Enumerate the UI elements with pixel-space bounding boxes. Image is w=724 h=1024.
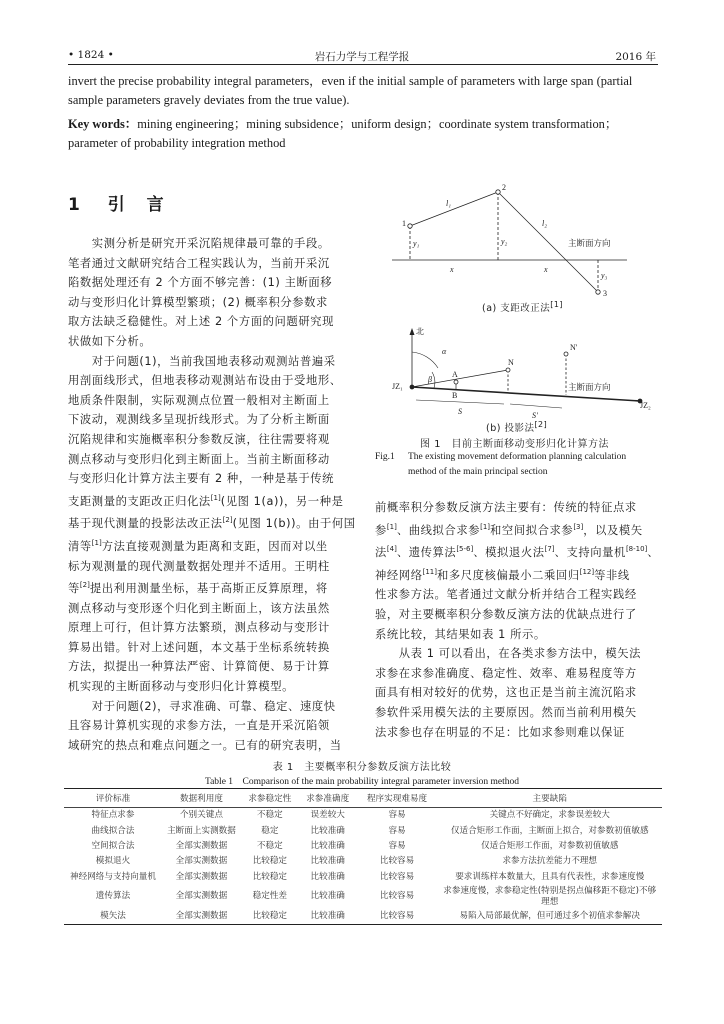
table-cell: 比较稳定 [252,871,288,882]
left-column-line: 用剖面线形式，但地表移动观测站布设由于受地形、 [68,374,342,388]
survey-point-1 [408,224,412,228]
table-cell: 全部实测数据 [175,856,228,867]
table-cell: 全部实测数据 [175,871,228,882]
keywords-line [68,115,617,134]
table-cell: 主断面上实测数据 [167,825,236,836]
right-column-line: 神经网络[11]和多尺度核偏最小二乘回归[12]等非线 [375,567,630,582]
keywords-line: parameter of probability integration method [68,136,286,150]
label-y3: y₃ [601,271,608,280]
table-cell: 关键点不好确定，求参误差较大 [489,810,610,821]
left-column-line: 陷数据处理还有 2 个方面不够完善：(1) 主断面移 [68,276,333,290]
figure-1-caption-en: method of the main principal section [408,467,548,477]
right-column-line: 法求参也存在明显的不足：比如求参则难以保证 [375,725,625,739]
table-row [64,823,662,838]
table-cell: 曲线拟合法 [91,825,135,836]
right-column-line: 法[4]、遗传算法[5-6]、模拟退火法[7]、支持向量机[8-10]、 [375,545,660,560]
table-cell: 稳定 [261,825,279,836]
left-column-line: 标为观测量的现代测量数据处理并不适用。王明柱 [68,559,330,573]
table-cell: 特征点求参 [91,810,135,821]
table-header-cell: 程序实现难易度 [357,789,438,808]
table-cell: 遗传算法 [95,891,131,902]
label-p1: 1 [402,219,406,228]
survey-point-3 [596,290,600,294]
left-column-line: 笔者通过文献研究结合工程实践认为，当前开采沉 [68,256,330,270]
table-row [64,808,662,824]
section-heading [68,190,172,215]
left-column-line: 清等[1]方法直接观测量为距离和支距，因而对以坐 [68,538,328,553]
table-row [64,854,662,869]
table-row [64,839,662,854]
header-rule [68,64,658,65]
table-cell: 比较稳定 [252,856,288,867]
table-header-cell: 主要缺陷 [437,789,662,808]
left-column-line: 下波动，观测线多呈现折线形式。为了分析主断面 [68,413,330,427]
angle-alpha-arc [412,352,438,368]
table-cell: 比较准确 [310,825,345,836]
label-y2: y₂ [501,237,508,246]
abstract-line: invert the precise probability integral parameters，even if the initial sample of parameters with large span (partial [68,74,633,88]
figure-1-caption-en-label: Fig.1 [375,452,395,462]
left-text-column [68,234,356,755]
left-column-line: 动与变形归化计算模型繁琐；(2) 概率积分参数求 [68,295,328,309]
table-cell: 全部实测数据 [175,840,228,851]
point-jz1 [410,385,414,389]
label-main-direction-a: 主断面方向 [568,238,611,248]
right-column-line: 参软件采用模矢法的主要原因。然而当前利用模矢 [375,705,637,719]
label-l2: l₂ [542,219,548,228]
table-title-en: Table 1 Comparison of the main probability integral parameter inversion method [204,777,520,787]
table-cell: 比较容易 [379,856,415,867]
table-cell: 易陷入局部最优解，但可通过多个初值求参解决 [437,909,662,925]
label-np: N' [570,343,578,352]
table-cell: 比较容易 [379,891,415,902]
figure-1b-diagram [410,328,643,408]
left-column-line: 支距测量的支距改正归化法[1](见图 1(a))，另一种是 [68,493,344,508]
right-column-line: 求参在求参准确度、稳定性、效率、难易程度等方 [375,666,637,680]
figure-1b-caption: (b) 投影法[2] [486,420,548,435]
table-cell: 比较准确 [310,840,345,851]
label-main-direction-b: 主断面方向 [568,382,611,392]
table-cell: 比较准确 [310,891,345,902]
table-cell: 模拟退火 [95,856,131,867]
table-cell: 容易 [388,810,406,821]
table-title-zh: 表 1 主要概率积分参数反演方法比较 [272,762,452,773]
label-a: A [452,370,458,379]
table-cell: 容易 [388,825,406,836]
point-np [564,352,568,356]
point-a [454,380,458,384]
north-arrowhead [410,328,415,335]
abstract-line: sample parameters gravely deviates from the true value). [68,93,350,107]
keywords-text: mining engineering；mining subsidence；uniform design；coordinate system transformation； [137,117,618,131]
label-north: 北 [416,327,424,336]
table-header-cell: 求参准确度 [299,789,357,808]
table-cell: 容易 [388,840,406,851]
label-sp: S' [532,411,538,420]
line-to-n [412,370,508,387]
label-p2: 2 [502,183,506,192]
table-header-cell: 求参稳定性 [241,789,299,808]
journal-name: 岩石力学与工程学报 [314,51,410,63]
table-cell: 求参方法抗差能力不理想 [502,856,597,867]
right-column-line: 参[1]、曲线拟合求参[1]和空间拟合求参[3]，以及模矢 [375,522,643,537]
table-cell: 仅适合矩形工作面，对参数初值敏感 [480,840,619,851]
angle-beta-arc [432,372,435,388]
left-column-line: 域研究的热点和难点问题之一。已有的研究表明，当 [68,738,342,752]
left-column-line: 机实现的主断面移动与变形归化计算模型。 [68,680,295,694]
left-column-line: 基于现代测量的投影法改正法[2](见图 1(b))。由于何国 [68,516,356,531]
left-column-line: 且容易计算机实现的求参方法，一直是开采沉陷领 [68,719,330,733]
left-column-line: 方法，拟提出一种算法严密、计算简便、易于计算 [68,660,330,674]
table-cell: 模矢法 [64,909,162,925]
page-year: 2016 年 [615,51,656,63]
table-cell: 比较容易 [379,871,415,882]
table-cell: 全部实测数据 [175,891,228,902]
table-cell: 不稳定 [256,810,283,821]
label-s: S [458,407,462,416]
left-column-line: 原理上可行，但计算方法繁琐，测点移动与变形计 [68,621,330,635]
left-column-line: 沉陷规律和实施概率积分参数反演，往往需要将观 [68,432,330,446]
label-l1: l₁ [446,199,452,208]
left-column-line: 对于问题(2)，寻求准确、可靠、稳定、速度快 [68,699,336,713]
table-cell: 比较容易 [357,909,438,925]
dimension-s [416,400,504,404]
table-cell: 空间拟合法 [91,840,135,851]
table-header-cell: 评价标准 [64,789,162,808]
keywords-label: Key words： [68,117,138,131]
table-cell: 求参速度慢，求参稳定性(特别是拐点偏移距不稳定)不够理想 [443,885,657,907]
label-jz2: JZ₂ [640,401,651,410]
figure-1a-caption: (a) 支距改正法[1] [482,300,563,315]
table-cell: 比较准确 [310,856,345,867]
table-header-row [64,789,662,808]
table-cell: 比较准确 [310,871,345,882]
label-y1: y₁ [413,239,420,248]
table-cell: 个别关键点 [179,810,223,821]
survey-point-2 [496,190,500,194]
left-column-line: 实测分析是研究开采沉陷规律最可靠的手段。 [68,237,330,250]
page-number: • 1824 • [68,49,114,61]
label-x2: x [544,265,548,274]
label-jz1: JZ₁ [392,382,403,391]
table-cell: 比较稳定 [241,909,299,925]
comparison-table [64,788,662,925]
section-title: 引 言 [107,195,172,215]
table-cell: 不稳定 [256,840,283,851]
table-cell: 神经网络与支持向量机 [70,871,156,882]
left-column-line: 测点移动与变形归化到主断面上。当前主断面移动 [68,452,330,466]
right-column-line: 性求参方法。笔者通过文献分析并结合工程实践经 [375,588,637,602]
left-column-line: 算易出错。针对上述问题，本文基于坐标系统转换 [68,640,330,654]
right-column-line: 系统比较，其结果如表 1 所示。 [375,627,546,641]
section-number: 1 [68,195,88,215]
table-cell: 仅适合矩形工作面，主断面上拟合，对参数初值敏感 [450,825,649,836]
left-column-line: 状做如下分析。 [68,334,152,348]
point-n [506,368,510,372]
dimension-sp [510,404,562,408]
label-b: B [452,391,458,400]
label-p3: 3 [603,289,607,298]
left-column-line: 取方法缺乏稳健性。对上述 2 个方面的问题研究现 [68,315,335,329]
right-text-column [375,498,659,742]
segment-l1 [410,192,498,226]
label-x1: x [450,265,454,274]
left-column-line: 与变形归化计算方法主要有 2 种，一种是基于传统 [68,472,335,486]
right-column-line: 从表 1 可以看出，在各类求参方法中，模矢法 [375,647,642,661]
figure-1-caption-zh: 图 1 目前主断面移动变形归化计算方法 [420,439,610,450]
table-cell: 要求训练样本数量大，且具有代表性，求参速度慢 [455,871,645,882]
table-cell: 误差较大 [310,810,345,821]
table-cell: 稳定性差 [252,891,288,902]
left-column-line: 地质条件限制，实际观测点位置一般相对主断面上 [68,393,330,407]
figure-1-caption-en: The existing movement deformation planning calculation [408,452,627,462]
table-header-cell: 数据利用度 [162,789,241,808]
label-beta: β [428,375,432,384]
right-column-line: 前概率积分参数反演方法主要有：传统的特征点求 [375,501,637,514]
right-column-line: 面具有相对较好的优势，这也正是当前主流沉陷求 [375,686,637,700]
table-cell: 全部实测数据 [162,909,241,925]
table-row [64,870,662,885]
left-column-line: 测点移动与变形逐个归化到主断面上，该方法虽然 [68,601,330,615]
left-column-line: 对于问题(1)，当前我国地表移动观测站普遍采 [68,354,336,368]
right-column-line: 验，对主要概率积分参数反演方法的优缺点进行了 [375,607,637,621]
left-column-line: 等[2]提出利用测量坐标，基于高斯正反算原理，将 [68,581,328,596]
table-row [64,885,662,909]
table-row [64,909,662,925]
table-cell: 比较准确 [299,909,357,925]
label-n: N [508,358,514,367]
label-alpha: α [442,347,447,356]
